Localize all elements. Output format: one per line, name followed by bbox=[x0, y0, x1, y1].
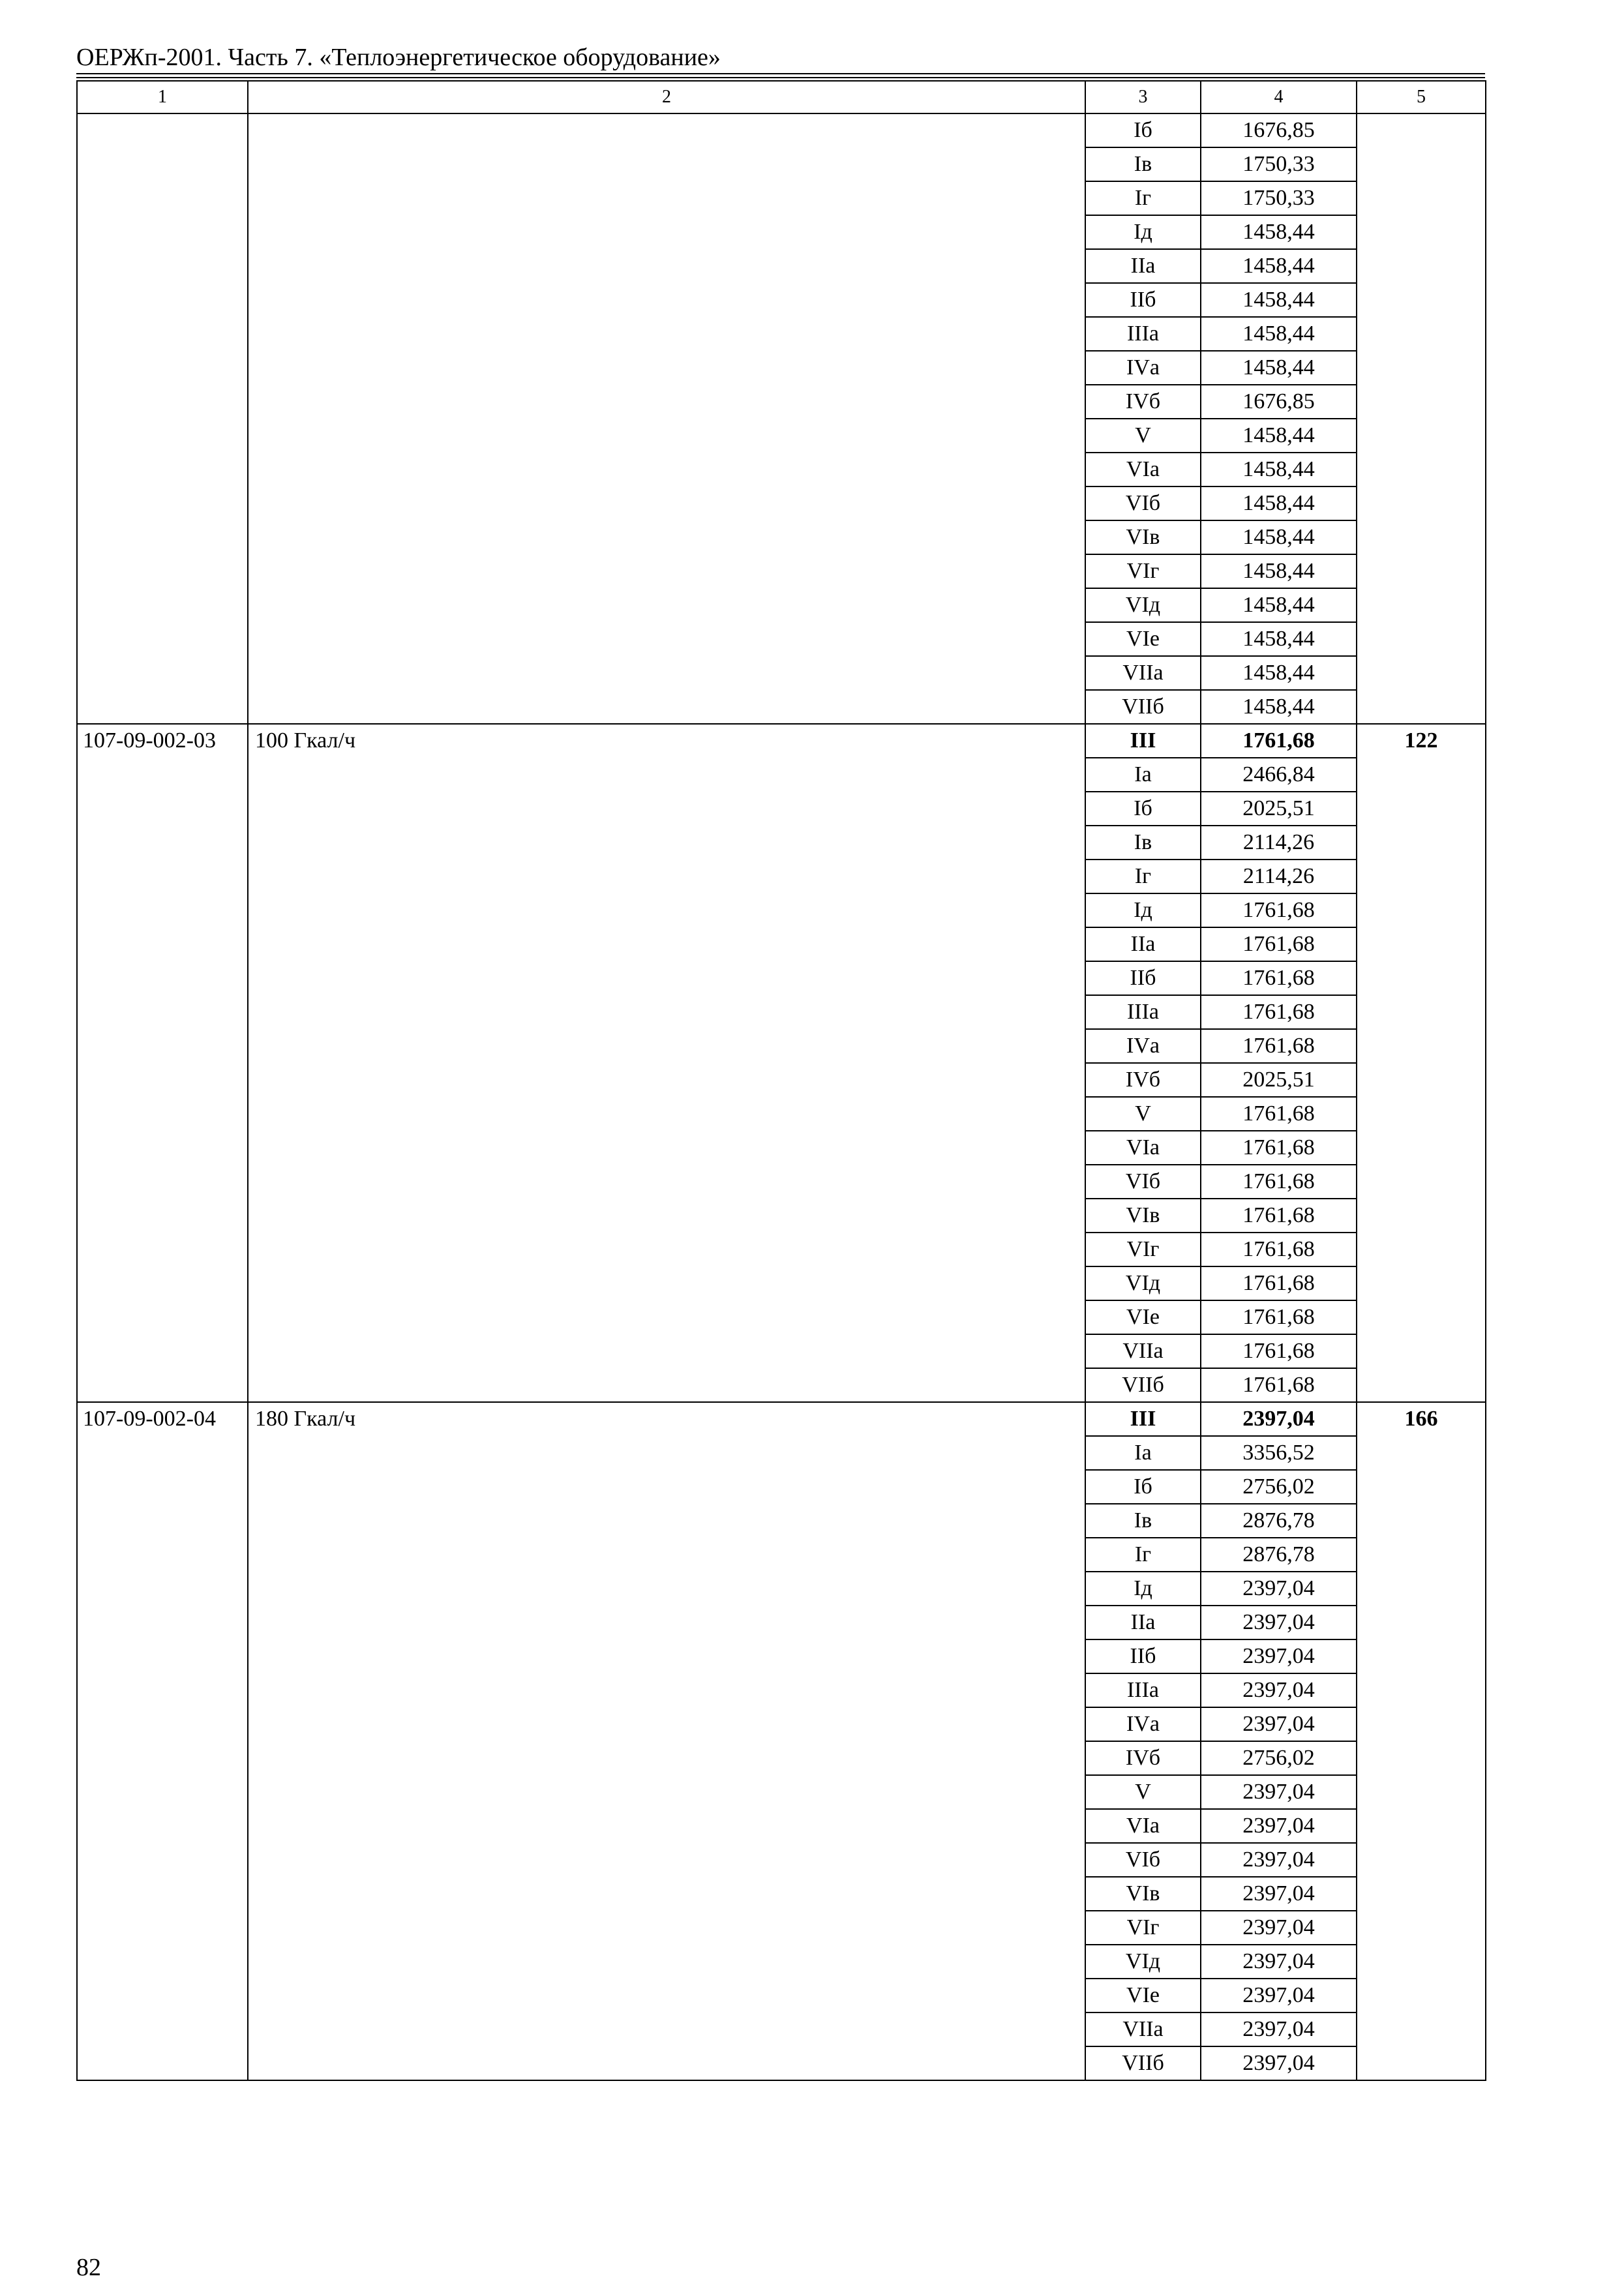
header-rule-top bbox=[76, 73, 1485, 74]
value-cell: 2025,51 bbox=[1201, 792, 1357, 826]
value-cell: 2114,26 bbox=[1201, 860, 1357, 893]
zone-cell: Iб bbox=[1085, 113, 1201, 147]
rates-table bbox=[76, 80, 1486, 2081]
value-cell: 2397,04 bbox=[1201, 1945, 1357, 1979]
value-cell: 1676,85 bbox=[1201, 385, 1357, 419]
description-cell bbox=[248, 113, 1085, 724]
zone-cell: Iа bbox=[1085, 758, 1201, 792]
value-cell: 1761,68 bbox=[1201, 1266, 1357, 1300]
value-cell: 3356,52 bbox=[1201, 1436, 1357, 1470]
zone-cell: IIб bbox=[1085, 1639, 1201, 1673]
value-cell: 2397,04 bbox=[1201, 1877, 1357, 1911]
zone-cell: VIе bbox=[1085, 1979, 1201, 2012]
page-number: 82 bbox=[76, 2254, 101, 2281]
value-cell: 2876,78 bbox=[1201, 1504, 1357, 1538]
value-cell: 1458,44 bbox=[1201, 588, 1357, 622]
zone-cell: VIIб bbox=[1085, 690, 1201, 724]
labor-cell bbox=[1357, 113, 1486, 724]
labor-cell: 166 bbox=[1357, 1402, 1486, 2080]
value-cell: 1458,44 bbox=[1201, 351, 1357, 385]
zone-cell: VIд bbox=[1085, 1945, 1201, 1979]
zone-cell: Iд bbox=[1085, 1572, 1201, 1606]
column-number: 1 bbox=[77, 81, 248, 113]
table-row bbox=[77, 113, 1486, 147]
value-cell: 1458,44 bbox=[1201, 656, 1357, 690]
header-rule-bottom bbox=[76, 77, 1485, 78]
zone-cell: IIIа bbox=[1085, 1673, 1201, 1707]
running-header: ОЕРЖп-2001. Часть 7. «Теплоэнергетическое оборудование» bbox=[76, 44, 721, 71]
value-cell: 2397,04 bbox=[1201, 1606, 1357, 1639]
value-cell: 2397,04 bbox=[1201, 1707, 1357, 1741]
column-number: 5 bbox=[1357, 81, 1486, 113]
value-cell: 1761,68 bbox=[1201, 1097, 1357, 1131]
value-cell: 2397,04 bbox=[1201, 1843, 1357, 1877]
zone-cell: Iа bbox=[1085, 1436, 1201, 1470]
value-cell: 1761,68 bbox=[1201, 1029, 1357, 1063]
zone-cell: Iг bbox=[1085, 860, 1201, 893]
zone-cell: Iв bbox=[1085, 826, 1201, 860]
code-cell: 107-09-002-04 bbox=[77, 1402, 248, 2080]
value-cell: 1458,44 bbox=[1201, 486, 1357, 520]
zone-cell: IIб bbox=[1085, 961, 1201, 995]
zone-cell: IIб bbox=[1085, 283, 1201, 317]
value-cell: 2397,04 bbox=[1201, 2012, 1357, 2046]
value-cell: 2756,02 bbox=[1201, 1470, 1357, 1504]
zone-cell: III bbox=[1085, 724, 1201, 758]
zone-cell: Iв bbox=[1085, 147, 1201, 181]
value-cell: 2397,04 bbox=[1201, 1639, 1357, 1673]
value-cell: 1458,44 bbox=[1201, 622, 1357, 656]
column-number-row bbox=[77, 81, 1486, 113]
zone-cell: VIб bbox=[1085, 1165, 1201, 1199]
column-number: 4 bbox=[1201, 81, 1357, 113]
zone-cell: Iд bbox=[1085, 893, 1201, 927]
value-cell: 2397,04 bbox=[1201, 2046, 1357, 2080]
zone-cell: VIа bbox=[1085, 1809, 1201, 1843]
zone-cell: Iб bbox=[1085, 1470, 1201, 1504]
value-cell: 1761,68 bbox=[1201, 927, 1357, 961]
value-cell: 1458,44 bbox=[1201, 317, 1357, 351]
zone-cell: VIд bbox=[1085, 588, 1201, 622]
value-cell: 1458,44 bbox=[1201, 453, 1357, 486]
value-cell: 2397,04 bbox=[1201, 1572, 1357, 1606]
zone-cell: IIа bbox=[1085, 249, 1201, 283]
zone-cell: VIIа bbox=[1085, 656, 1201, 690]
value-cell: 1761,68 bbox=[1201, 995, 1357, 1029]
value-cell: 2025,51 bbox=[1201, 1063, 1357, 1097]
zone-cell: VIе bbox=[1085, 622, 1201, 656]
value-cell: 1458,44 bbox=[1201, 283, 1357, 317]
value-cell: 1761,68 bbox=[1201, 1334, 1357, 1368]
zone-cell: VIIа bbox=[1085, 1334, 1201, 1368]
zone-cell: Iг bbox=[1085, 181, 1201, 215]
zone-cell: VIд bbox=[1085, 1266, 1201, 1300]
zone-cell: VIв bbox=[1085, 520, 1201, 554]
zone-cell: VIIб bbox=[1085, 2046, 1201, 2080]
value-cell: 2397,04 bbox=[1201, 1911, 1357, 1945]
column-number: 3 bbox=[1085, 81, 1201, 113]
zone-cell: Iв bbox=[1085, 1504, 1201, 1538]
zone-cell: IVа bbox=[1085, 1707, 1201, 1741]
zone-cell: VIIб bbox=[1085, 1368, 1201, 1402]
zone-cell: IVб bbox=[1085, 385, 1201, 419]
zone-cell: VIа bbox=[1085, 453, 1201, 486]
value-cell: 2397,04 bbox=[1201, 1402, 1357, 1436]
labor-cell: 122 bbox=[1357, 724, 1486, 1402]
value-cell: 1761,68 bbox=[1201, 724, 1357, 758]
zone-cell: VIг bbox=[1085, 1911, 1201, 1945]
zone-cell: V bbox=[1085, 1097, 1201, 1131]
value-cell: 1458,44 bbox=[1201, 249, 1357, 283]
zone-cell: V bbox=[1085, 419, 1201, 453]
zone-cell: V bbox=[1085, 1775, 1201, 1809]
value-cell: 1458,44 bbox=[1201, 215, 1357, 249]
value-cell: 2466,84 bbox=[1201, 758, 1357, 792]
value-cell: 1458,44 bbox=[1201, 554, 1357, 588]
value-cell: 1761,68 bbox=[1201, 1300, 1357, 1334]
zone-cell: VIIа bbox=[1085, 2012, 1201, 2046]
zone-cell: VIб bbox=[1085, 486, 1201, 520]
value-cell: 2397,04 bbox=[1201, 1809, 1357, 1843]
zone-cell: VIа bbox=[1085, 1131, 1201, 1165]
value-cell: 2397,04 bbox=[1201, 1775, 1357, 1809]
value-cell: 1761,68 bbox=[1201, 1165, 1357, 1199]
value-cell: 1761,68 bbox=[1201, 1233, 1357, 1266]
zone-cell: IIа bbox=[1085, 1606, 1201, 1639]
zone-cell: IVа bbox=[1085, 1029, 1201, 1063]
zone-cell: VIг bbox=[1085, 554, 1201, 588]
value-cell: 2114,26 bbox=[1201, 826, 1357, 860]
value-cell: 1458,44 bbox=[1201, 690, 1357, 724]
description-cell: 100 Гкал/ч bbox=[248, 724, 1085, 1402]
value-cell: 1458,44 bbox=[1201, 419, 1357, 453]
value-cell: 1750,33 bbox=[1201, 181, 1357, 215]
value-cell: 1750,33 bbox=[1201, 147, 1357, 181]
table-row bbox=[77, 724, 1486, 758]
value-cell: 1761,68 bbox=[1201, 893, 1357, 927]
zone-cell: IIIа bbox=[1085, 995, 1201, 1029]
value-cell: 1761,68 bbox=[1201, 961, 1357, 995]
column-number: 2 bbox=[248, 81, 1085, 113]
zone-cell: VIв bbox=[1085, 1877, 1201, 1911]
value-cell: 2876,78 bbox=[1201, 1538, 1357, 1572]
table-row bbox=[77, 1402, 1486, 1436]
zone-cell: IIа bbox=[1085, 927, 1201, 961]
code-cell bbox=[77, 113, 248, 724]
value-cell: 2397,04 bbox=[1201, 1673, 1357, 1707]
value-cell: 1458,44 bbox=[1201, 520, 1357, 554]
zone-cell: Iд bbox=[1085, 215, 1201, 249]
zone-cell: VIв bbox=[1085, 1199, 1201, 1233]
zone-cell: IIIа bbox=[1085, 317, 1201, 351]
zone-cell: III bbox=[1085, 1402, 1201, 1436]
description-cell: 180 Гкал/ч bbox=[248, 1402, 1085, 2080]
zone-cell: VIе bbox=[1085, 1300, 1201, 1334]
value-cell: 1761,68 bbox=[1201, 1199, 1357, 1233]
zone-cell: Iб bbox=[1085, 792, 1201, 826]
zone-cell: Iг bbox=[1085, 1538, 1201, 1572]
zone-cell: IVб bbox=[1085, 1741, 1201, 1775]
value-cell: 1676,85 bbox=[1201, 113, 1357, 147]
zone-cell: VIб bbox=[1085, 1843, 1201, 1877]
zone-cell: IVб bbox=[1085, 1063, 1201, 1097]
code-cell: 107-09-002-03 bbox=[77, 724, 248, 1402]
zone-cell: VIг bbox=[1085, 1233, 1201, 1266]
value-cell: 1761,68 bbox=[1201, 1368, 1357, 1402]
zone-cell: IVа bbox=[1085, 351, 1201, 385]
value-cell: 2397,04 bbox=[1201, 1979, 1357, 2012]
value-cell: 2756,02 bbox=[1201, 1741, 1357, 1775]
value-cell: 1761,68 bbox=[1201, 1131, 1357, 1165]
